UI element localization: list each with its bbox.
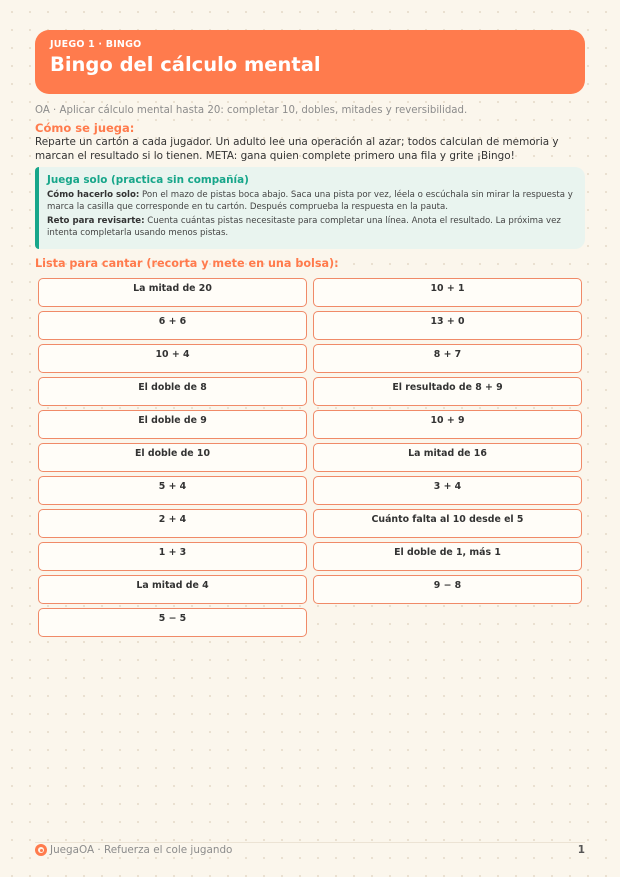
footer-brand: JuegaOA · Refuerza el cole jugando	[50, 844, 233, 856]
call-card: 2 + 4	[38, 509, 307, 538]
game-header-banner	[35, 30, 585, 94]
game-tag: JUEGO 1 · BINGO	[50, 39, 142, 50]
solo-challenge-text: Cuenta cuántas pistas necesitaste para completar una línea. Anota el resultado. La próxima vez intenta completarla usando menos pistas.	[47, 216, 561, 238]
brand-logo-icon	[35, 844, 47, 856]
call-card: Cuánto falta al 10 desde el 5	[313, 509, 582, 538]
call-card: El doble de 9	[38, 410, 307, 439]
call-card: La mitad de 16	[313, 443, 582, 472]
how-to-play-heading: Cómo se juega:	[35, 121, 135, 135]
page-title: Bingo del cálculo mental	[50, 53, 321, 76]
call-card: El resultado de 8 + 9	[313, 377, 582, 406]
call-card: 5 + 4	[38, 476, 307, 505]
solo-play-title: Juega solo (practica sin compañía)	[47, 174, 249, 186]
call-card: 10 + 9	[313, 410, 582, 439]
call-card: El doble de 8	[38, 377, 307, 406]
solo-challenge-paragraph	[47, 216, 575, 239]
solo-how-label: Cómo hacerlo solo:	[47, 190, 140, 200]
solo-play-box	[35, 167, 585, 249]
call-card: 3 + 4	[313, 476, 582, 505]
call-card: La mitad de 4	[38, 575, 307, 604]
solo-challenge-label: Reto para revisarte:	[47, 216, 145, 227]
call-card: 8 + 7	[313, 344, 582, 373]
solo-how-paragraph	[47, 190, 575, 213]
call-card: 1 + 3	[38, 542, 307, 571]
call-card: La mitad de 20	[38, 278, 307, 307]
call-card: El doble de 1, más 1	[313, 542, 582, 571]
call-card: 5 − 5	[38, 608, 307, 637]
call-card: 10 + 4	[38, 344, 307, 373]
call-card: 6 + 6	[38, 311, 307, 340]
call-card: El doble de 10	[38, 443, 307, 472]
call-list-heading: Lista para cantar (recorta y mete en una bolsa):	[35, 257, 339, 270]
page-number: 1	[577, 844, 585, 856]
page-footer	[35, 842, 585, 860]
solo-how-text: Pon el mazo de pistas boca abajo. Saca una pista por vez, léela o escúchala sin mirar la respuesta y marca la casilla que corresponde en tu cartón. Después comprueba la respuesta en la pauta.	[47, 190, 573, 212]
call-card: 13 + 0	[313, 311, 582, 340]
how-to-play-text: Reparte un cartón a cada jugador. Un adulto lee una operación al azar; todos calculan de memoria y marcan el resultado si lo tienen. META: gana quien complete primero una fila y grite ¡Bingo!	[35, 136, 559, 162]
call-card: 9 − 8	[313, 575, 582, 604]
call-card: 10 + 1	[313, 278, 582, 307]
learning-objective: OA · Aplicar cálculo mental hasta 20: completar 10, dobles, mitades y reversibilidad.	[35, 105, 468, 116]
